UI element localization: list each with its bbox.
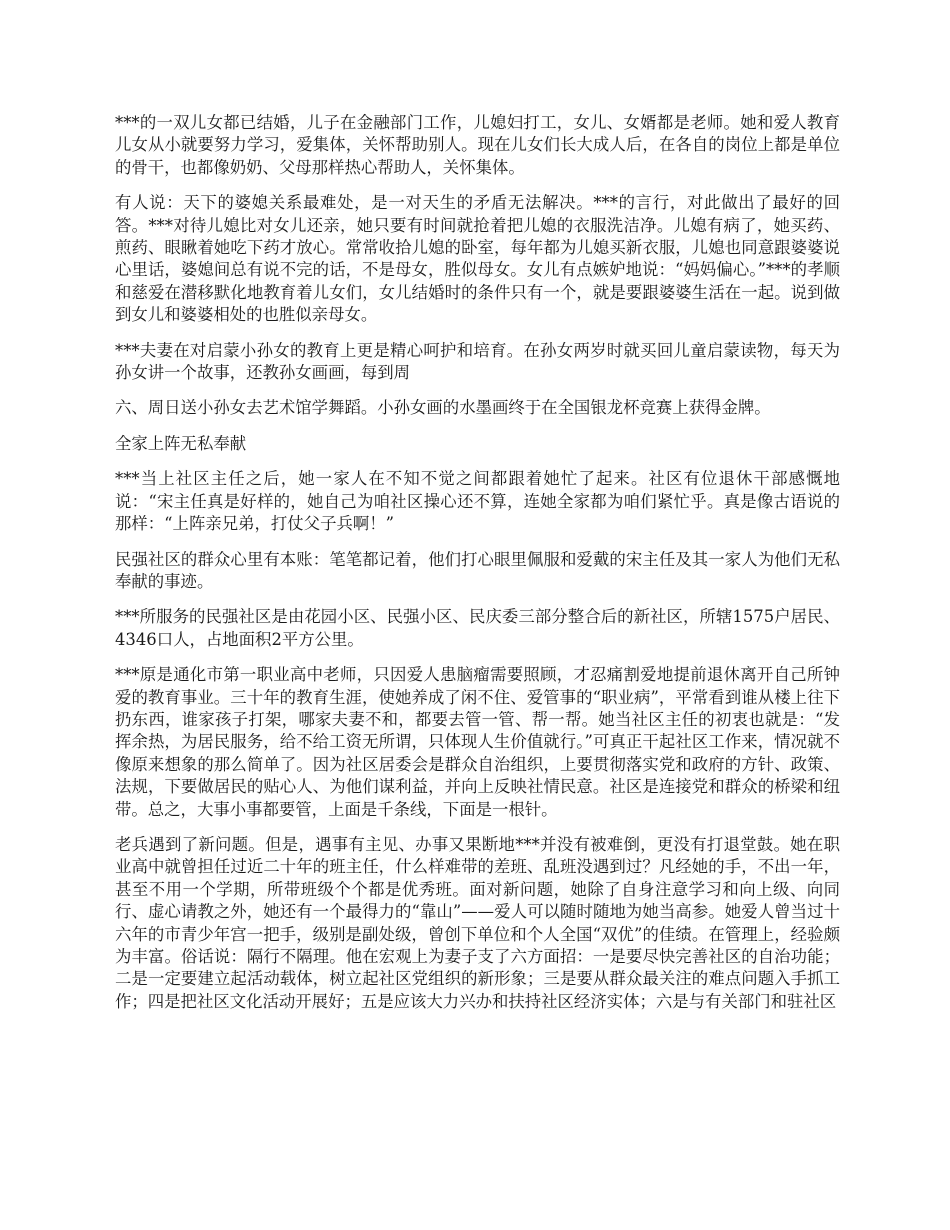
- paragraph-teacher-background: ***原是通化市第一职业高中老师，只因爱人患脑瘤需要照顾，才忍痛割爱地提前退休离开自己所钟爱的教育事业。三十年的教育生涯，使她养成了闲不住、爱管事的“职业病”，平常看到谁从楼上往下扔东西，谁家孩子打架，哪家夫妻不和，都要去管一管、帮一帮。她当社区主任的初衷也就是：“发挥余热，为居民服务，给不给工资无所谓，只体现人生价值就行。”可真正干起社区工作来，情况就不像原来想象的那么简单了。因为社区居委会是群众自治组织，上要贯彻落实党和政府的方针、政策、法规，下要做居民的贴心人、为他们谋利益，并向上反映社情民意。社区是连接党和群众的桥梁和纽带。总之，大事小事都要管，上面是千条线，下面是一根针。: [115, 665, 840, 819]
- paragraph-community-ledger: 民强社区的群众心里有本账：笔笔都记着，他们打心眼里佩服和爱戴的宋主任及其一家人为他们无私奉献的事迹。: [115, 549, 840, 591]
- paragraph-granddaughter-education: ***夫妻在对启蒙小孙女的教育上更是精心呵护和培育。在孙女两岁时就买回儿童启蒙读物，每天为孙女讲一个故事，还教孙女画画，每到周: [115, 340, 840, 383]
- paragraph-new-problems: 老兵遇到了新问题。但是，遇事有主见、办事又果断地***并没有被难倒，更没有打退堂鼓。她在职业高中就曾担任过近二十年的班主任，什么样难带的差班、乱班没遇到过？凡经她的手，不出一年，甚至不用一个学期，所带班级个个都是优秀班。面对新问题，她除了自身注意学习和向上级、向同行、虚心请教之外，她还有一个最得力的“靠山”——爱人可以随时随地为她当高参。她爱人曾当过十六年的市青少年宫一把手，级别是副处级，曾创下单位和个人全国“双优”的佳绩。在管理上，经验颇为丰富。俗话说：隔行不隔理。他在宏观上为妻子支了六方面招：一是要尽快完善社区的自治功能；二是一定要建立起活动载体，树立起社区党组织的新形象；三是要从群众最关注的难点问题入手抓工作；四是把社区文化活动开展好；五是应该大力兴办和扶持社区经济实体；六是与有关部门和驻社区: [115, 834, 840, 1011]
- paragraph-community-director: ***当上社区主任之后，她一家人在不知不觉之间都跟着她忙了起来。社区有位退休干部感慨地说：“宋主任真是好样的，她自己为咱社区操心还不算，连她全家都为咱们紧忙乎。真是像古语说的那样：“上阵亲兄弟，打仗父子兵啊！”: [115, 469, 840, 534]
- section-heading: 全家上阵无私奉献: [115, 433, 247, 453]
- paragraph-community-stats: ***所服务的民强社区是由花园小区、民强小区、民庆委三部分整合后的新社区，所辖1575户居民、4346口人，占地面积2平方公里。: [115, 607, 840, 649]
- paragraph-granddaughter-dance: 六、周日送小孙女去艺术馆学舞蹈。小孙女画的水墨画终于在全国银龙杯竞赛上获得金牌。: [115, 398, 771, 418]
- paragraph-mother-in-law: 有人说：天下的婆媳关系最难处，是一对天生的矛盾无法解决。***的言行，对此做出了最好的回答。***对待儿媳比对女儿还亲，她只要有时间就抢着把儿媳的衣服洗洁净。儿媳有病了，她买药、煎药、眼瞅着她吃下药才放心。常常收拾儿媳的卧室，每年都为儿媳买新衣服，儿媳也同意跟婆婆说心里话，婆媳间总有说不完的话，不是母女，胜似母女。女儿有点嫉妒地说：“妈妈偏心。”***的孝顺和慈爱在潜移默化地教育着儿女们，女儿结婚时的条件只有一个，就是要跟婆婆生活在一起。说到做到女儿和婆婆相处的也胜似亲母女。: [115, 193, 840, 325]
- document-body: [115, 112, 840, 1026]
- paragraph-family-children: ***的一双儿女都已结婚，儿子在金融部门工作，儿媳妇打工，女儿、女婿都是老师。她和爱人教育儿女从小就要努力学习，爱集体，关怀帮助别人。现在儿女们长大成人后，在各自的岗位上都是单位的骨干，也都像奶奶、父母那样热心帮助人，关怀集体。: [115, 113, 840, 177]
